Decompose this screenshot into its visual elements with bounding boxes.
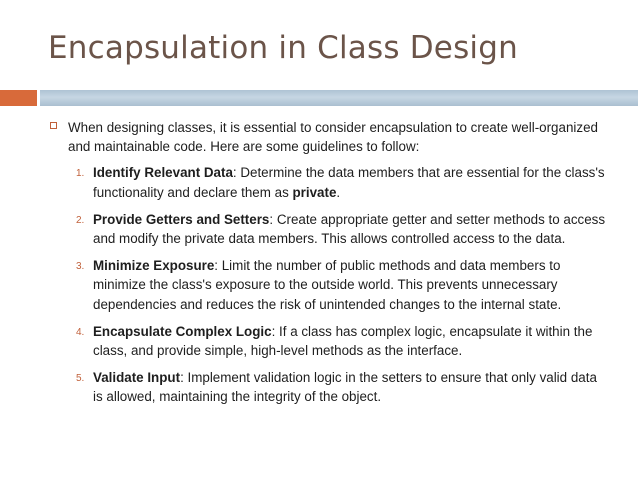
guideline-term: Provide Getters and Setters <box>93 211 270 227</box>
guideline-item <box>48 163 608 201</box>
guideline-number: 2. <box>76 214 85 226</box>
title-accent-bar-blue <box>40 90 638 106</box>
square-bullet-icon <box>50 122 57 129</box>
guideline-term: Validate Input <box>93 370 181 386</box>
guideline-item <box>48 368 608 406</box>
guideline-number: 4. <box>76 326 85 338</box>
guideline-item <box>48 210 608 248</box>
guideline-number: 5. <box>76 373 85 385</box>
guideline-term: Identify Relevant Data <box>93 165 233 181</box>
intro-bullet <box>48 118 608 156</box>
guideline-text: : If a class has complex logic, encapsulate it within the class, and provide simple, high-level methods as the interface. <box>93 323 593 359</box>
guideline-number: 3. <box>76 261 85 273</box>
guideline-term: Minimize Exposure <box>93 258 215 274</box>
guideline-text: : Implement validation logic in the setters to ensure that only valid data is allowed, maintaining the integrity of the object. <box>93 370 597 405</box>
guideline-text-end: . <box>336 184 341 200</box>
slide-title: Encapsulation in Class Design <box>48 30 518 66</box>
guideline-text: : Determine the data members that are essential for the class's functionality and declare them as <box>93 165 605 200</box>
guideline-number: 1. <box>76 168 85 180</box>
title-accent-bar-orange <box>0 90 37 106</box>
guideline-item <box>48 256 608 314</box>
guideline-emphasis: private <box>292 184 337 200</box>
intro-text: When designing classes, it is essential to consider encapsulation to create well-organized and maintainable code. Here are some guidelines to follow: <box>68 120 598 155</box>
guideline-text: : Create appropriate getter and setter methods to access and modify the private data members. This allows controlled access to the data. <box>93 211 606 247</box>
slide-content <box>48 118 608 415</box>
guideline-item <box>48 322 608 360</box>
guidelines-list <box>48 163 608 406</box>
guideline-term: Encapsulate Complex Logic <box>93 323 272 339</box>
guideline-text: : Limit the number of public methods and data members to minimize the class's exposure to the outside world. This prevents unnecessary dependencies and reduces the risk of unintended changes to the internal state. <box>93 258 562 312</box>
